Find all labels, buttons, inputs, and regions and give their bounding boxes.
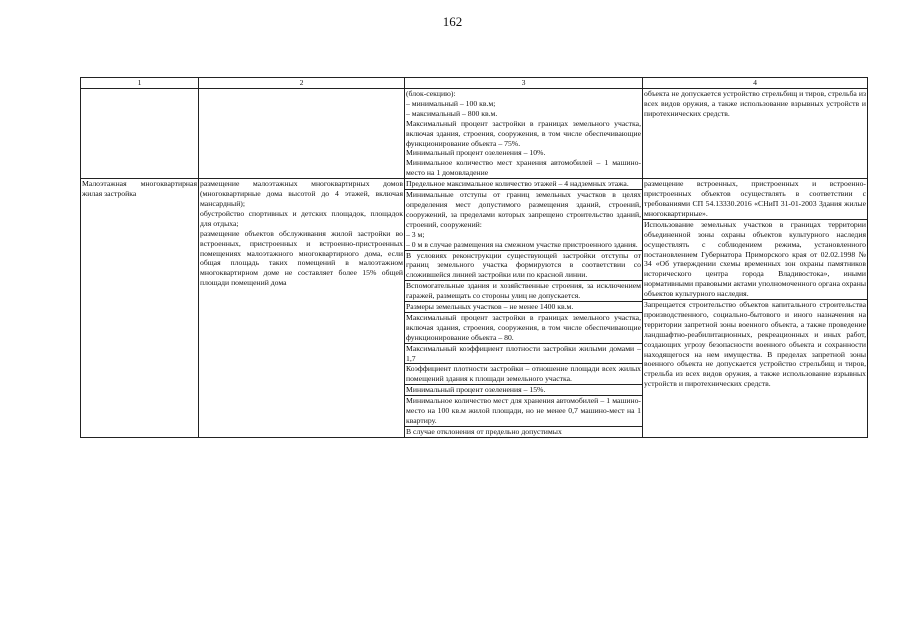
zoning-regulations-table: [80, 77, 868, 438]
row2-description-cell: [199, 179, 405, 438]
param-block: [405, 250, 642, 281]
restriction-block: [643, 179, 867, 219]
param-line: Минимальный процент озеленения – 15%.: [406, 385, 546, 395]
param-line: Максимальный коэффициент плотности застройки жилыми домами – 1,7: [406, 343, 641, 363]
param-line: (блок-секцию):: [406, 89, 456, 98]
param-line: Минимальное количество мест хранения автомобилей – 1 машино-место на 1 домовладение: [406, 158, 641, 178]
restriction-text: размещение встроенных, пристроенных и встроенно-пристроенных объектов осуществлять в соответствии с требованиями СП 54.13330.2016 «СНиП 31-01-2003 Здания жилые многоквартирные».: [644, 179, 866, 218]
param-line: Минимальное количество мест для хранения автомобилей – 1 машино-место на 100 кв.м жилой площади, но не менее 0,7 машино-мест на 1 квартиру.: [406, 396, 641, 425]
param-line: В случае отклонения от предельно допустимых: [406, 426, 562, 436]
table-header-row: [81, 78, 868, 89]
row1-restrictions-cell: [643, 89, 868, 179]
param-line: – 0 м в случае размещения на смежном участке пристроенного здания.: [406, 239, 638, 249]
restriction-text: объекта не допускается устройство стрельбищ и тиров, стрельба из всех видов оружия, а также использование взрывных устройств и пиротехнических средств.: [644, 89, 866, 118]
param-line: – 3 м;: [406, 229, 425, 239]
restriction-text: Запрещается строительство объектов капитального строительства производственного, социально-бытового и иного назначения на территории запретной зоны военного объекта, а также проведение ландшафтно-реабилитационных, рекреационных и иных работ, создающих угрозу безопасности военного объекта и сохранности находящегося на нем имущества. В пределах запретной зоны военного объекта не допускается устройство стрельбищ и тиров, стрельба из всех видов оружия, а также использование взрывных устройств и пиротехнических средств.: [644, 300, 866, 389]
param-line: – минимальный – 100 кв.м;: [406, 98, 496, 108]
column-number-3: 3: [405, 78, 643, 89]
param-line: В условиях реконструкции существующей застройки отступы от границ земельного участка формируются в соответствии со сложившейся линией застройки или по красной линии.: [406, 250, 641, 280]
param-line: Максимальный процент застройки в границах земельного участка, включая здания, строения, сооружения, в том числе обеспечивающие функционирование объекта – 75%.: [406, 118, 641, 148]
param-line: Коэффициент плотности застройки – отношение площади всех жилых помещений здания к площади земельного участка.: [406, 364, 641, 384]
param-block: [405, 179, 642, 189]
description-line: размещение малоэтажных многоквартирных домов (многоквартирные дома высотой до 4 этажей, включая мансардный);: [200, 179, 403, 208]
param-block: [405, 280, 642, 301]
table-row: [81, 179, 868, 438]
column-number-1: 1: [81, 78, 199, 89]
row2-use-type-cell: [81, 179, 199, 438]
param-block: [405, 395, 642, 426]
param-block: [405, 301, 642, 312]
param-line: – максимальный – 800 кв.м.: [406, 108, 498, 118]
restriction-block: [643, 299, 867, 389]
param-line: Максимальный процент застройки в границах земельного участка, включая здания, строения, сооружения, в том числе обеспечивающие функционирование объекта – 80.: [406, 312, 641, 342]
restriction-block: [643, 219, 867, 299]
row1-description-cell: [199, 89, 405, 179]
param-line: Размеры земельных участков – не менее 1400 кв.м.: [406, 302, 574, 312]
column-number-4: 4: [643, 78, 868, 89]
param-line: Минимальные отступы от границ земельных участков в целях определения мест допустимого размещения зданий, строений, сооружений, за пределами которых запрещено строительство зданий, строений, сооружений:: [406, 190, 641, 229]
table-row: [81, 89, 868, 179]
row2-parameters-cell: [405, 179, 643, 438]
row1-parameters-cell: [405, 89, 643, 179]
param-line: Предельное максимальное количество этажей – 4 надземных этажа.: [406, 179, 629, 189]
param-block: [405, 343, 642, 364]
row2-restrictions-cell: [643, 179, 868, 438]
param-line: Вспомогательные здания и хозяйственные строения, за исключением гаражей, размещать со стороны улиц не допускается.: [406, 281, 641, 301]
param-block: [405, 363, 642, 384]
param-block: [405, 312, 642, 343]
use-type-name: Малоэтажная многоквартирная жилая застройка: [82, 179, 197, 199]
column-number-2: 2: [199, 78, 405, 89]
param-block: [405, 189, 642, 249]
description-line: обустройство спортивных и детских площадок, площадок для отдыха;: [200, 208, 403, 228]
page-number: 162: [442, 14, 463, 29]
row1-use-type-cell: [81, 89, 199, 179]
description-line: размещение объектов обслуживания жилой застройки во встроенных, пристроенных и встроенно-пристроенных помещениях малоэтажного многоквартирного дома, если общая площадь таких помещений в малоэтажном многоквартирном доме не составляет более 15% общей площади помещений дома: [200, 228, 403, 288]
restriction-text: Использование земельных участков в границах территории объединенной зоны охраны объектов культурного наследия осуществлять с соблюдением режима, установленного постановлением Губернатора Приморского края от 02.02.1998 № 34 «Об утверждении схемы временных зон охраны памятников исторического центра города Владивостока», иными нормативными правовыми актами уполномоченного органа охраны объектов культурного наследия.: [644, 219, 866, 299]
param-block: [405, 384, 642, 395]
param-block: [405, 426, 642, 437]
param-line: Минимальный процент озеленения – 10%.: [406, 148, 546, 158]
